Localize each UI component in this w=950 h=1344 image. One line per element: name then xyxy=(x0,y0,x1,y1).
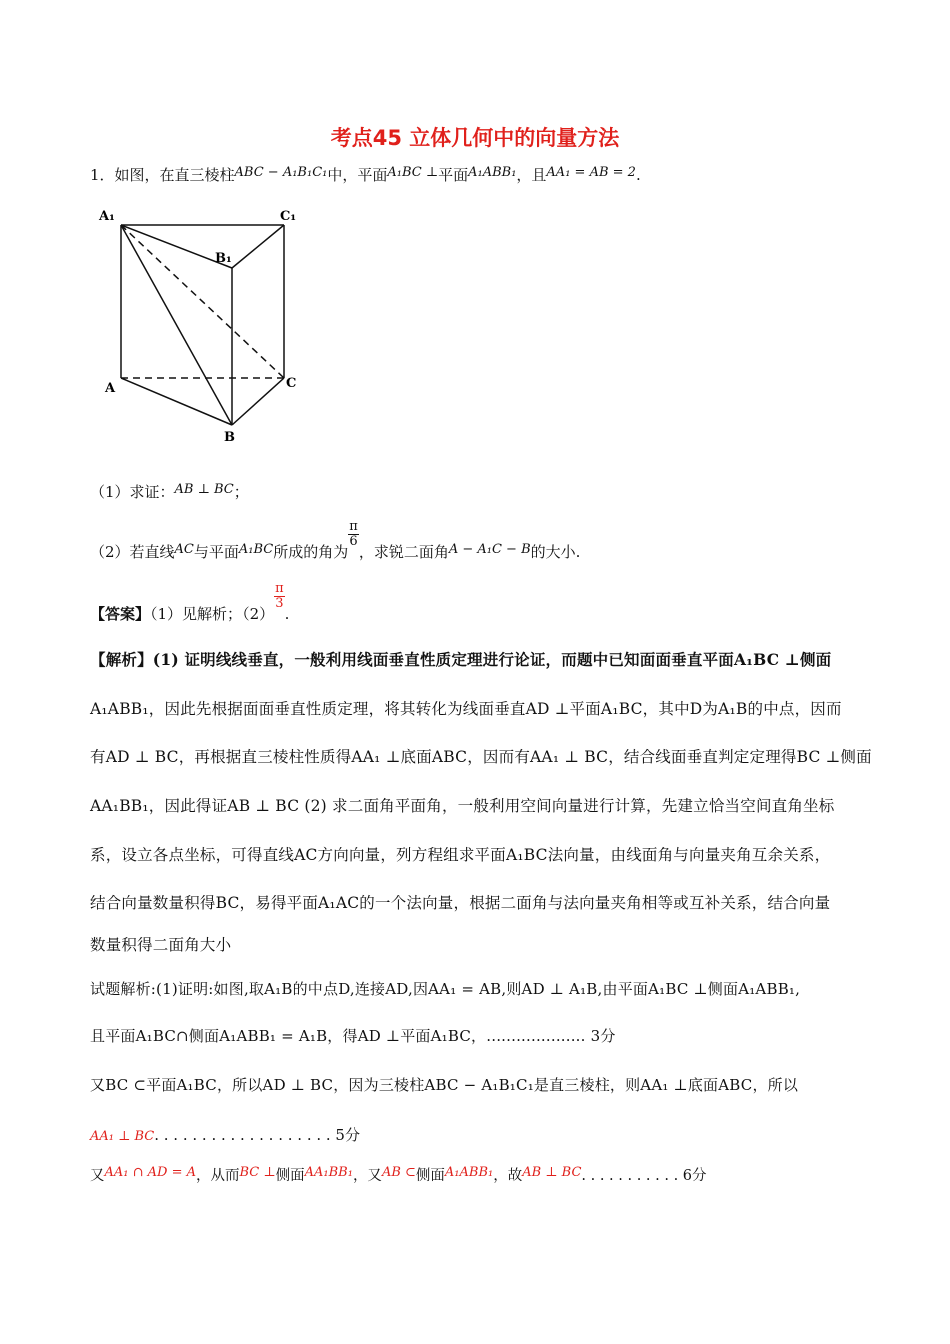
part2-t5: 的大小. xyxy=(530,542,581,561)
q1-mid1: 中，平面 xyxy=(327,166,388,184)
solution-line-3: 又BC ⊂平面A₁BC，所以AD ⊥ BC，因为三棱柱ABC − A₁B₁C₁是直三棱柱，则AA₁ ⊥底面ABC，所以 xyxy=(90,1076,799,1094)
part2-m1: AC xyxy=(174,541,194,557)
part2-frac-num: π xyxy=(349,519,358,534)
solution-l5-t7: . . . . . . . . . . . 6分 xyxy=(581,1168,707,1184)
analysis-line-4: AA₁BB₁，因此得证AB ⊥ BC (2) 求二面角平面角，一般利用空间向量进行计算，先建立恰当空间直角坐标 xyxy=(90,797,835,815)
solution-line-2: 且平面A₁BC∩侧面A₁ABB₁ = A₁B，得AD ⊥平面A₁BC，.................... 3分 xyxy=(90,1027,616,1045)
part2-fraction xyxy=(348,520,359,550)
part-1 xyxy=(90,481,249,502)
solution-line-5 xyxy=(90,1164,707,1185)
analysis-line-3: 有AD ⊥ BC，再根据直三棱柱性质得AA₁ ⊥底面ABC，因而有AA₁ ⊥ BC，结合线面垂直判定定理得BC ⊥侧面 xyxy=(90,748,872,766)
part1-end: ； xyxy=(233,483,249,501)
analysis-line-7: 数量积得二面角大小 xyxy=(90,936,232,954)
analysis-line-2: A₁ABB₁，因此先根据面面垂直性质定理，将其转化为线面垂直AD ⊥平面A₁BC，其中D为A₁B的中点，因而 xyxy=(90,700,842,718)
answer xyxy=(90,578,290,623)
answer-frac-num: π xyxy=(275,581,284,596)
edge-a1-c-dashed xyxy=(121,225,284,378)
solution-l5-m1: AA₁ ∩ AD = A xyxy=(104,1165,197,1180)
q1-plane2: A₁ABB₁ xyxy=(468,165,517,180)
part2-frac-den: 6 xyxy=(349,534,358,550)
part2-m2: A₁BC xyxy=(238,541,274,557)
analysis-line-5: 系，设立各点坐标，可得直线AC方向向量，列方程组求平面A₁BC法向量，由线面角与向量夹角互余关系， xyxy=(90,846,831,864)
solution-l5-m6: AB ⊥ BC xyxy=(522,1165,582,1180)
label-b1: B₁ xyxy=(215,251,232,266)
label-b: B xyxy=(224,430,235,445)
q1-mid2: 平面 xyxy=(438,166,469,184)
q1-plane1: A₁BC ⊥ xyxy=(387,165,439,180)
analysis-line-1: 【解析】(1) 证明线线垂直，一般利用线面垂直性质定理进行论证，而题中已知面面垂直平面A₁BC ⊥侧面 xyxy=(90,650,832,669)
part2-t1: （2）若直线 xyxy=(90,542,175,561)
solution-l5-t3: 侧面 xyxy=(275,1168,305,1184)
answer-t1: （1）见解析； xyxy=(150,604,243,623)
solution-l5-t4: ，又 xyxy=(352,1168,382,1184)
part2-t4: ，求锐二面角 xyxy=(358,542,449,561)
solution-l4-rest: . . . . . . . . . . . . . . . . . . . 5分 xyxy=(154,1126,360,1144)
part1-math: AB ⊥ BC xyxy=(174,482,234,497)
solution-line-1: 试题解析:(1)证明:如图,取A₁B的中点D,连接AD,因AA₁ = AB,则AD ⊥ A₁B,由平面A₁BC ⊥侧面A₁ABB₁, xyxy=(90,980,801,998)
answer-fraction xyxy=(274,582,285,612)
solution-l5-m4: AB ⊂ xyxy=(381,1165,416,1180)
solution-l5-m5: A₁ABB₁ xyxy=(444,1165,494,1180)
part-2 xyxy=(90,516,581,561)
edge-a-b xyxy=(121,378,232,425)
prism-figure xyxy=(95,200,315,450)
answer-end: . xyxy=(284,604,290,623)
solution-line-4 xyxy=(90,1124,360,1145)
solution-l4-math: AA₁ ⊥ BC xyxy=(90,1129,155,1144)
solution-l5-m3: AA₁BB₁ xyxy=(304,1165,353,1180)
solution-l5-t1: 又 xyxy=(90,1168,105,1184)
solution-l5-t2: ，从而 xyxy=(196,1168,240,1184)
part2-t3: 所成的角为 xyxy=(273,542,349,561)
q1-prism: ABC − A₁B₁C₁ xyxy=(234,165,328,180)
solution-l5-m2: BC ⊥ xyxy=(239,1165,276,1180)
part1-text: （1）求证： xyxy=(90,483,175,501)
edge-b1-c1 xyxy=(232,225,284,268)
page-title: 考点45 立体几何中的向量方法 xyxy=(330,126,620,150)
label-c1: C₁ xyxy=(280,209,297,224)
part2-t2: 与平面 xyxy=(193,542,239,561)
label-c: C xyxy=(286,376,297,391)
q1-mid3: ，且 xyxy=(516,166,547,184)
answer-frac-den: 3 xyxy=(275,596,284,612)
part2-m3: A − A₁C − B xyxy=(448,541,531,557)
question-1 xyxy=(90,164,641,185)
answer-label: 【答案】 xyxy=(90,604,151,623)
solution-l5-t5: 侧面 xyxy=(415,1168,445,1184)
label-a: A xyxy=(105,381,116,396)
q1-prefix: 1．如图，在直三棱柱 xyxy=(90,166,235,184)
solution-l5-t6: ，故 xyxy=(493,1168,523,1184)
q1-end: . xyxy=(635,166,641,184)
analysis-line-6: 结合向量数量积得BC，易得平面A₁AC的一个法向量，根据二面角与法向量夹角相等或互补关系，结合向量 xyxy=(90,894,831,912)
q1-cond: AA₁ = AB = 2 xyxy=(546,165,636,180)
answer-t2: （2） xyxy=(242,604,275,623)
edge-b-c xyxy=(232,378,284,425)
label-a1: A₁ xyxy=(99,209,115,224)
